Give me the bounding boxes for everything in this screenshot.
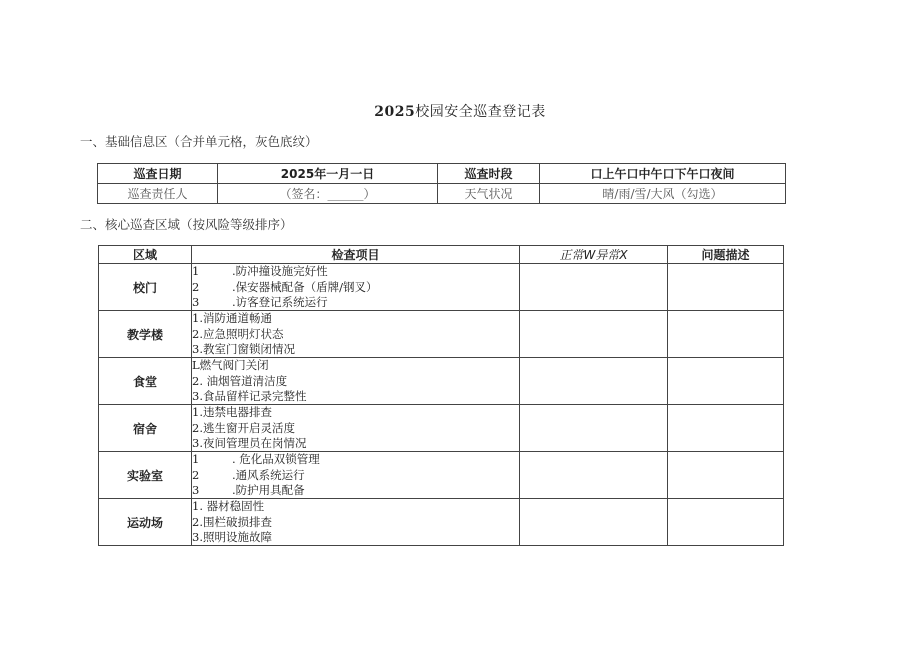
list-item: 2.逃生窗开启灵活度: [192, 420, 295, 435]
header-row: [99, 246, 784, 264]
table-row: [99, 405, 784, 452]
list-item: 1. 器材稳固性: [192, 499, 265, 513]
header-description: 问题描述: [668, 246, 784, 264]
status-cell[interactable]: [520, 264, 668, 311]
list-item: 1.违禁电器排查: [192, 405, 272, 419]
list-item: 1 .防冲撞设施完好性: [192, 264, 328, 278]
table-row: [99, 264, 784, 311]
info-row: [98, 184, 786, 204]
items-cell: [192, 358, 520, 405]
date-label: 巡查日期: [98, 164, 218, 184]
table-row: [99, 452, 784, 499]
section-heading-basic-info: 一、基础信息区（合并单元格，灰色底纹）: [80, 134, 318, 149]
weather-options[interactable]: 晴/雨/雪/大风（勾选）: [540, 184, 786, 204]
description-cell[interactable]: [668, 452, 784, 499]
description-cell[interactable]: [668, 358, 784, 405]
area-cell: 运动场: [99, 499, 192, 546]
section-heading-core-areas: 二、核心巡查区域（按风险等级排序）: [80, 217, 293, 232]
list-item: 2 .保安器械配备（盾牌/钢叉）: [192, 279, 378, 294]
list-item: 1 . 危化品双锁管理: [192, 452, 320, 466]
list-item: L燃气阀门关闭: [192, 358, 269, 372]
items-cell: [192, 405, 520, 452]
status-cell[interactable]: [520, 358, 668, 405]
header-area: 区域: [99, 246, 192, 264]
period-label: 巡查时段: [438, 164, 540, 184]
list-item: 3 .防护用具配备: [192, 483, 305, 497]
table-row: [99, 311, 784, 358]
description-cell[interactable]: [668, 499, 784, 546]
document-title: [0, 101, 920, 121]
items-cell: [192, 264, 520, 311]
list-item: 3 .访客登记系统运行: [192, 295, 328, 309]
items-cell: [192, 499, 520, 546]
status-cell[interactable]: [520, 499, 668, 546]
status-cell[interactable]: [520, 311, 668, 358]
header-items: 检查项目: [192, 246, 520, 264]
title-year: 2025: [374, 104, 416, 120]
area-cell: 宿舍: [99, 405, 192, 452]
period-value[interactable]: 口上午口中午口下午口夜间: [540, 164, 786, 184]
area-cell: 校门: [99, 264, 192, 311]
list-item: 3.夜间管理员在岗情况: [192, 436, 307, 450]
title-text: 校园安全巡查登记表: [415, 104, 546, 120]
list-item: 1.消防通道畅通: [192, 311, 272, 325]
list-item: 2.围栏破损排查: [192, 514, 272, 529]
status-cell[interactable]: [520, 405, 668, 452]
description-cell[interactable]: [668, 405, 784, 452]
items-cell: [192, 452, 520, 499]
info-row: [98, 164, 786, 184]
area-cell: 实验室: [99, 452, 192, 499]
description-cell[interactable]: [668, 264, 784, 311]
area-cell: 教学楼: [99, 311, 192, 358]
list-item: 2. 油烟管道清洁度: [192, 373, 288, 388]
date-value[interactable]: 2025年一月一日: [218, 164, 438, 184]
person-signature-field[interactable]: （签名：______）: [218, 184, 438, 204]
list-item: 3.教室门窗锁闭情况: [192, 342, 295, 356]
list-item: 3.照明设施故障: [192, 530, 272, 544]
items-cell: [192, 311, 520, 358]
list-item: 2 .通风系统运行: [192, 467, 305, 482]
person-label: 巡查责任人: [98, 184, 218, 204]
description-cell[interactable]: [668, 311, 784, 358]
list-item: 3.食品留样记录完整性: [192, 389, 307, 403]
list-item: 2.应急照明灯状态: [192, 326, 284, 341]
core-inspection-table: [98, 245, 784, 546]
area-cell: 食堂: [99, 358, 192, 405]
table-row: [99, 499, 784, 546]
header-status: 正常W异常X: [520, 246, 668, 264]
status-cell[interactable]: [520, 452, 668, 499]
weather-label: 天气状况: [438, 184, 540, 204]
table-row: [99, 358, 784, 405]
basic-info-table: [97, 163, 786, 204]
